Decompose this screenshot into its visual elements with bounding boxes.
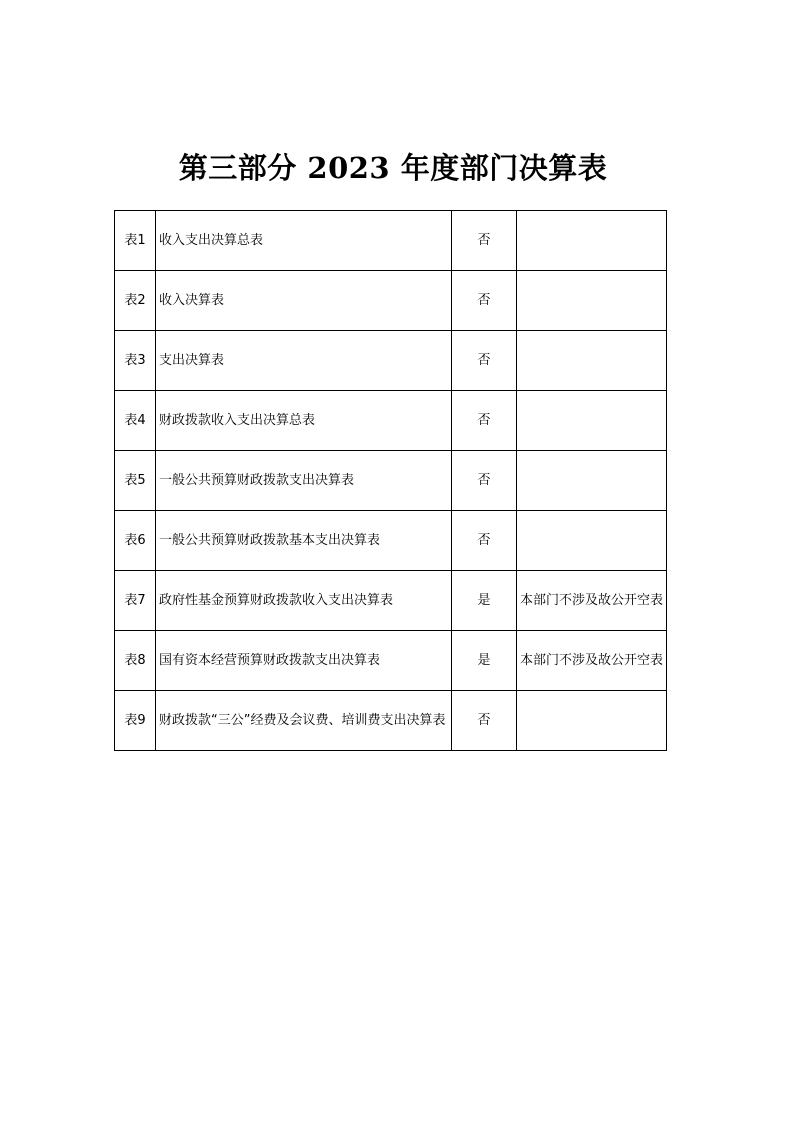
table-row: [115, 211, 667, 271]
note-cell: [517, 451, 667, 511]
note-cell: [517, 511, 667, 571]
disclosure-flag-cell: 否: [452, 511, 517, 571]
disclosure-flag-cell: 是: [452, 631, 517, 691]
table-number-cell: 表5: [115, 451, 156, 511]
table-row: [115, 331, 667, 391]
disclosure-flag-cell: 否: [452, 271, 517, 331]
table-number-cell: 表4: [115, 391, 156, 451]
disclosure-flag-cell: 是: [452, 571, 517, 631]
note-cell: [517, 391, 667, 451]
table-row: [115, 571, 667, 631]
table-name-cell: 一般公共预算财政拨款基本支出决算表: [156, 511, 452, 571]
table-name-cell: 财政拨款收入支出决算总表: [156, 391, 452, 451]
disclosure-flag-cell: 否: [452, 691, 517, 751]
table-row: [115, 631, 667, 691]
table-name-cell: 支出决算表: [156, 331, 452, 391]
table-number-cell: 表2: [115, 271, 156, 331]
note-cell: [517, 271, 667, 331]
disclosure-flag-cell: 否: [452, 211, 517, 271]
note-cell: [517, 211, 667, 271]
table-row: [115, 271, 667, 331]
table-name-cell: 政府性基金预算财政拨款收入支出决算表: [156, 571, 452, 631]
table-row: [115, 391, 667, 451]
table-number-cell: 表3: [115, 331, 156, 391]
table-row: [115, 691, 667, 751]
table-row: [115, 451, 667, 511]
table-number-cell: 表1: [115, 211, 156, 271]
table-number-cell: 表9: [115, 691, 156, 751]
table-number-cell: 表6: [115, 511, 156, 571]
table-name-cell: 一般公共预算财政拨款支出决算表: [156, 451, 452, 511]
table-name-cell: 财政拨款“三公”经费及会议费、培训费支出决算表: [156, 691, 452, 751]
disclosure-flag-cell: 否: [452, 451, 517, 511]
page-title: 第三部分 2023 年度部门决算表: [178, 151, 608, 185]
note-cell: 本部门不涉及故公开空表: [517, 631, 667, 691]
disclosure-flag-cell: 否: [452, 331, 517, 391]
budget-table: [114, 210, 667, 751]
table-name-cell: 国有资本经营预算财政拨款支出决算表: [156, 631, 452, 691]
note-cell: 本部门不涉及故公开空表: [517, 571, 667, 631]
disclosure-flag-cell: 否: [452, 391, 517, 451]
note-cell: [517, 331, 667, 391]
table-number-cell: 表7: [115, 571, 156, 631]
note-cell: [517, 691, 667, 751]
table-name-cell: 收入支出决算总表: [156, 211, 452, 271]
table-number-cell: 表8: [115, 631, 156, 691]
table-name-cell: 收入决算表: [156, 271, 452, 331]
table-row: [115, 511, 667, 571]
